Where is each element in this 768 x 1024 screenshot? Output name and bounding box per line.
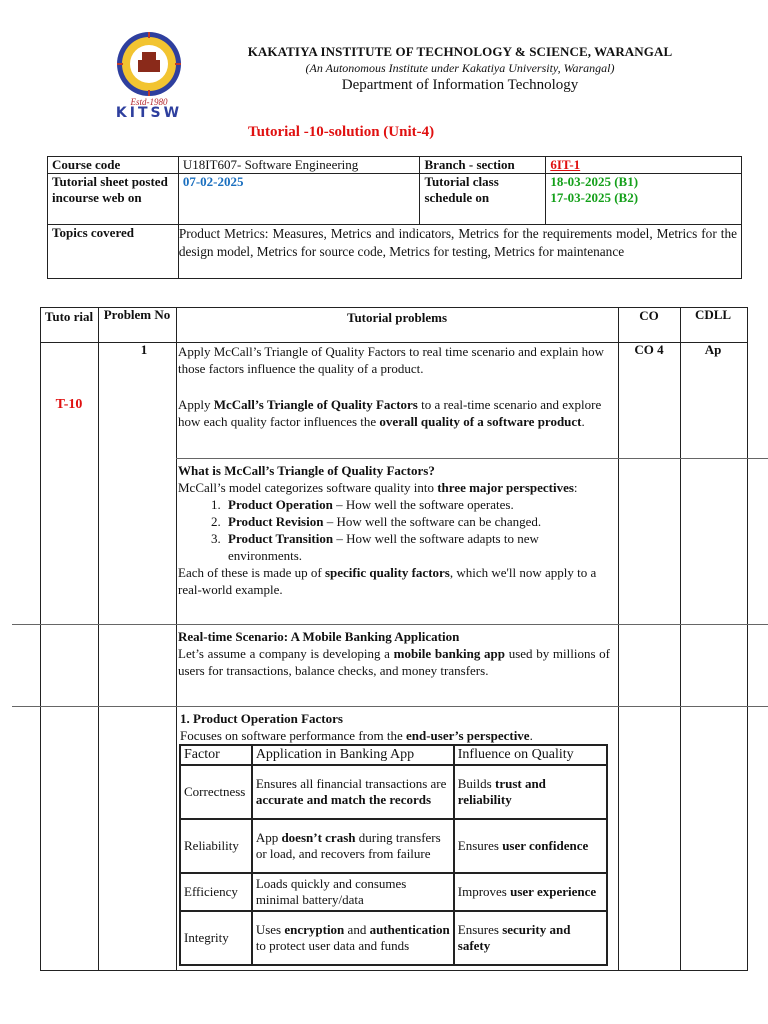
col-header-tutorial: Tuto rial <box>44 309 94 324</box>
th-factor: Factor <box>180 745 252 765</box>
schedule-b2: 17-03-2025 (B2) <box>550 190 639 205</box>
operation-section <box>180 710 612 744</box>
list-item: 3. Product Transition – How well the software adapts to new environments. <box>224 530 610 564</box>
factor-name: Reliability <box>180 819 252 873</box>
topics-label: Topics covered <box>48 225 179 279</box>
table-row <box>180 911 607 965</box>
factor-application: Loads quickly and consumes minimal battery/data <box>252 873 454 911</box>
mccall-intro: McCall’s model categorizes software quality into three major perspectives: <box>178 480 578 495</box>
th-application: Application in Banking App <box>252 745 454 765</box>
problem-number: 1 <box>140 342 148 357</box>
list-item: 2. Product Revision – How well the software can be changed. <box>224 513 610 530</box>
tutorial-id: T-10 <box>55 397 83 412</box>
institute-subtitle: (An Autonomous Institute under Kakatiya University, Warangal) <box>305 61 615 75</box>
mccall-outro: Each of these is made up of specific quality factors, which we'll now apply to a real-world example. <box>178 565 597 597</box>
factor-influence: Ensures security and safety <box>454 911 607 965</box>
perspectives-list <box>178 496 610 564</box>
operation-heading: 1. Product Operation Factors <box>180 711 343 726</box>
co-value: CO 4 <box>634 342 664 357</box>
cdll-value: Ap <box>704 342 722 357</box>
scenario-section <box>178 628 610 679</box>
col-header-co: CO <box>639 308 659 323</box>
tutorial-title: Tutorial -10-solution (Unit-4) <box>248 124 435 140</box>
schedule-b1: 18-03-2025 (B1) <box>550 174 639 189</box>
course-info-table <box>47 156 742 279</box>
course-code-value: U18IT607- Software Engineering <box>178 157 420 174</box>
problem-restatement: Apply McCall’s Triangle of Quality Factors to a real-time scenario and explore how each quality factor influences the overall quality of a software product. <box>178 397 602 429</box>
th-influence: Influence on Quality <box>454 745 607 765</box>
scenario-heading: Real-time Scenario: A Mobile Banking Application <box>178 629 460 644</box>
factor-influence: Builds trust and reliability <box>454 765 607 819</box>
schedule-label: Tutorial class schedule on <box>420 174 546 225</box>
mccall-section <box>178 462 610 598</box>
sheet-posted-label: Tutorial sheet posted incourse web on <box>48 174 179 225</box>
table-row <box>180 819 607 873</box>
schedule-dates <box>546 174 742 225</box>
factor-application: App doesn’t crash during transfers or load, and recovers from failure <box>252 819 454 873</box>
institute-name: KAKATIYA INSTITUTE OF TECHNOLOGY & SCIENCE, WARANGAL <box>247 44 673 59</box>
problem-question: Apply McCall’s Triangle of Quality Factors to real time scenario and explain how those factors influence the quality of a product. <box>178 344 605 376</box>
col-header-cdll: CDLL <box>694 307 732 322</box>
factor-application: Ensures all financial transactions are accurate and match the records <box>252 765 454 819</box>
list-item: 1. Product Operation – How well the software operates. <box>224 496 610 513</box>
row-divider <box>12 624 768 625</box>
factor-influence: Improves user experience <box>454 873 607 911</box>
mccall-heading: What is McCall’s Triangle of Quality Factors? <box>178 463 435 478</box>
branch-label: Branch - section <box>420 157 546 174</box>
row-divider <box>176 458 768 459</box>
institute-logo <box>108 30 190 122</box>
table-row <box>180 873 607 911</box>
sheet-posted-date: 07-02-2025 <box>178 174 420 225</box>
factor-application: Uses encryption and authentication to protect user data and funds <box>252 911 454 965</box>
operation-intro: Focuses on software performance from the end-user’s perspective. <box>180 728 533 743</box>
factor-name: Efficiency <box>180 873 252 911</box>
col-divider <box>176 307 177 970</box>
logo-year: Estd-1980 <box>130 97 168 107</box>
topics-value: Product Metrics: Measures, Metrics and indicators, Metrics for the requirements model, Metrics for the design model, Metrics for source code, Metrics for testing, Metrics for maintenance <box>178 225 741 279</box>
department-name: Department of Information Technology <box>341 77 579 93</box>
col-header-problem-no: Problem No <box>103 307 171 322</box>
col-header-tutorial-problems: Tutorial problems <box>346 310 448 325</box>
factor-name: Correctness <box>180 765 252 819</box>
col-divider <box>98 307 99 970</box>
col-divider <box>680 307 681 970</box>
col-divider <box>618 307 619 970</box>
operation-factors-table <box>179 744 608 966</box>
table-row <box>180 765 607 819</box>
scenario-text: Let’s assume a company is developing a mobile banking app used by millions of users for transactions, balance checks, and money transfers. <box>178 646 611 678</box>
logo-text: KITSW <box>115 105 183 121</box>
factor-influence: Ensures user confidence <box>454 819 607 873</box>
factor-name: Integrity <box>180 911 252 965</box>
row-divider <box>12 706 768 707</box>
course-code-label: Course code <box>48 157 179 174</box>
branch-value: 6IT-1 <box>546 157 742 174</box>
